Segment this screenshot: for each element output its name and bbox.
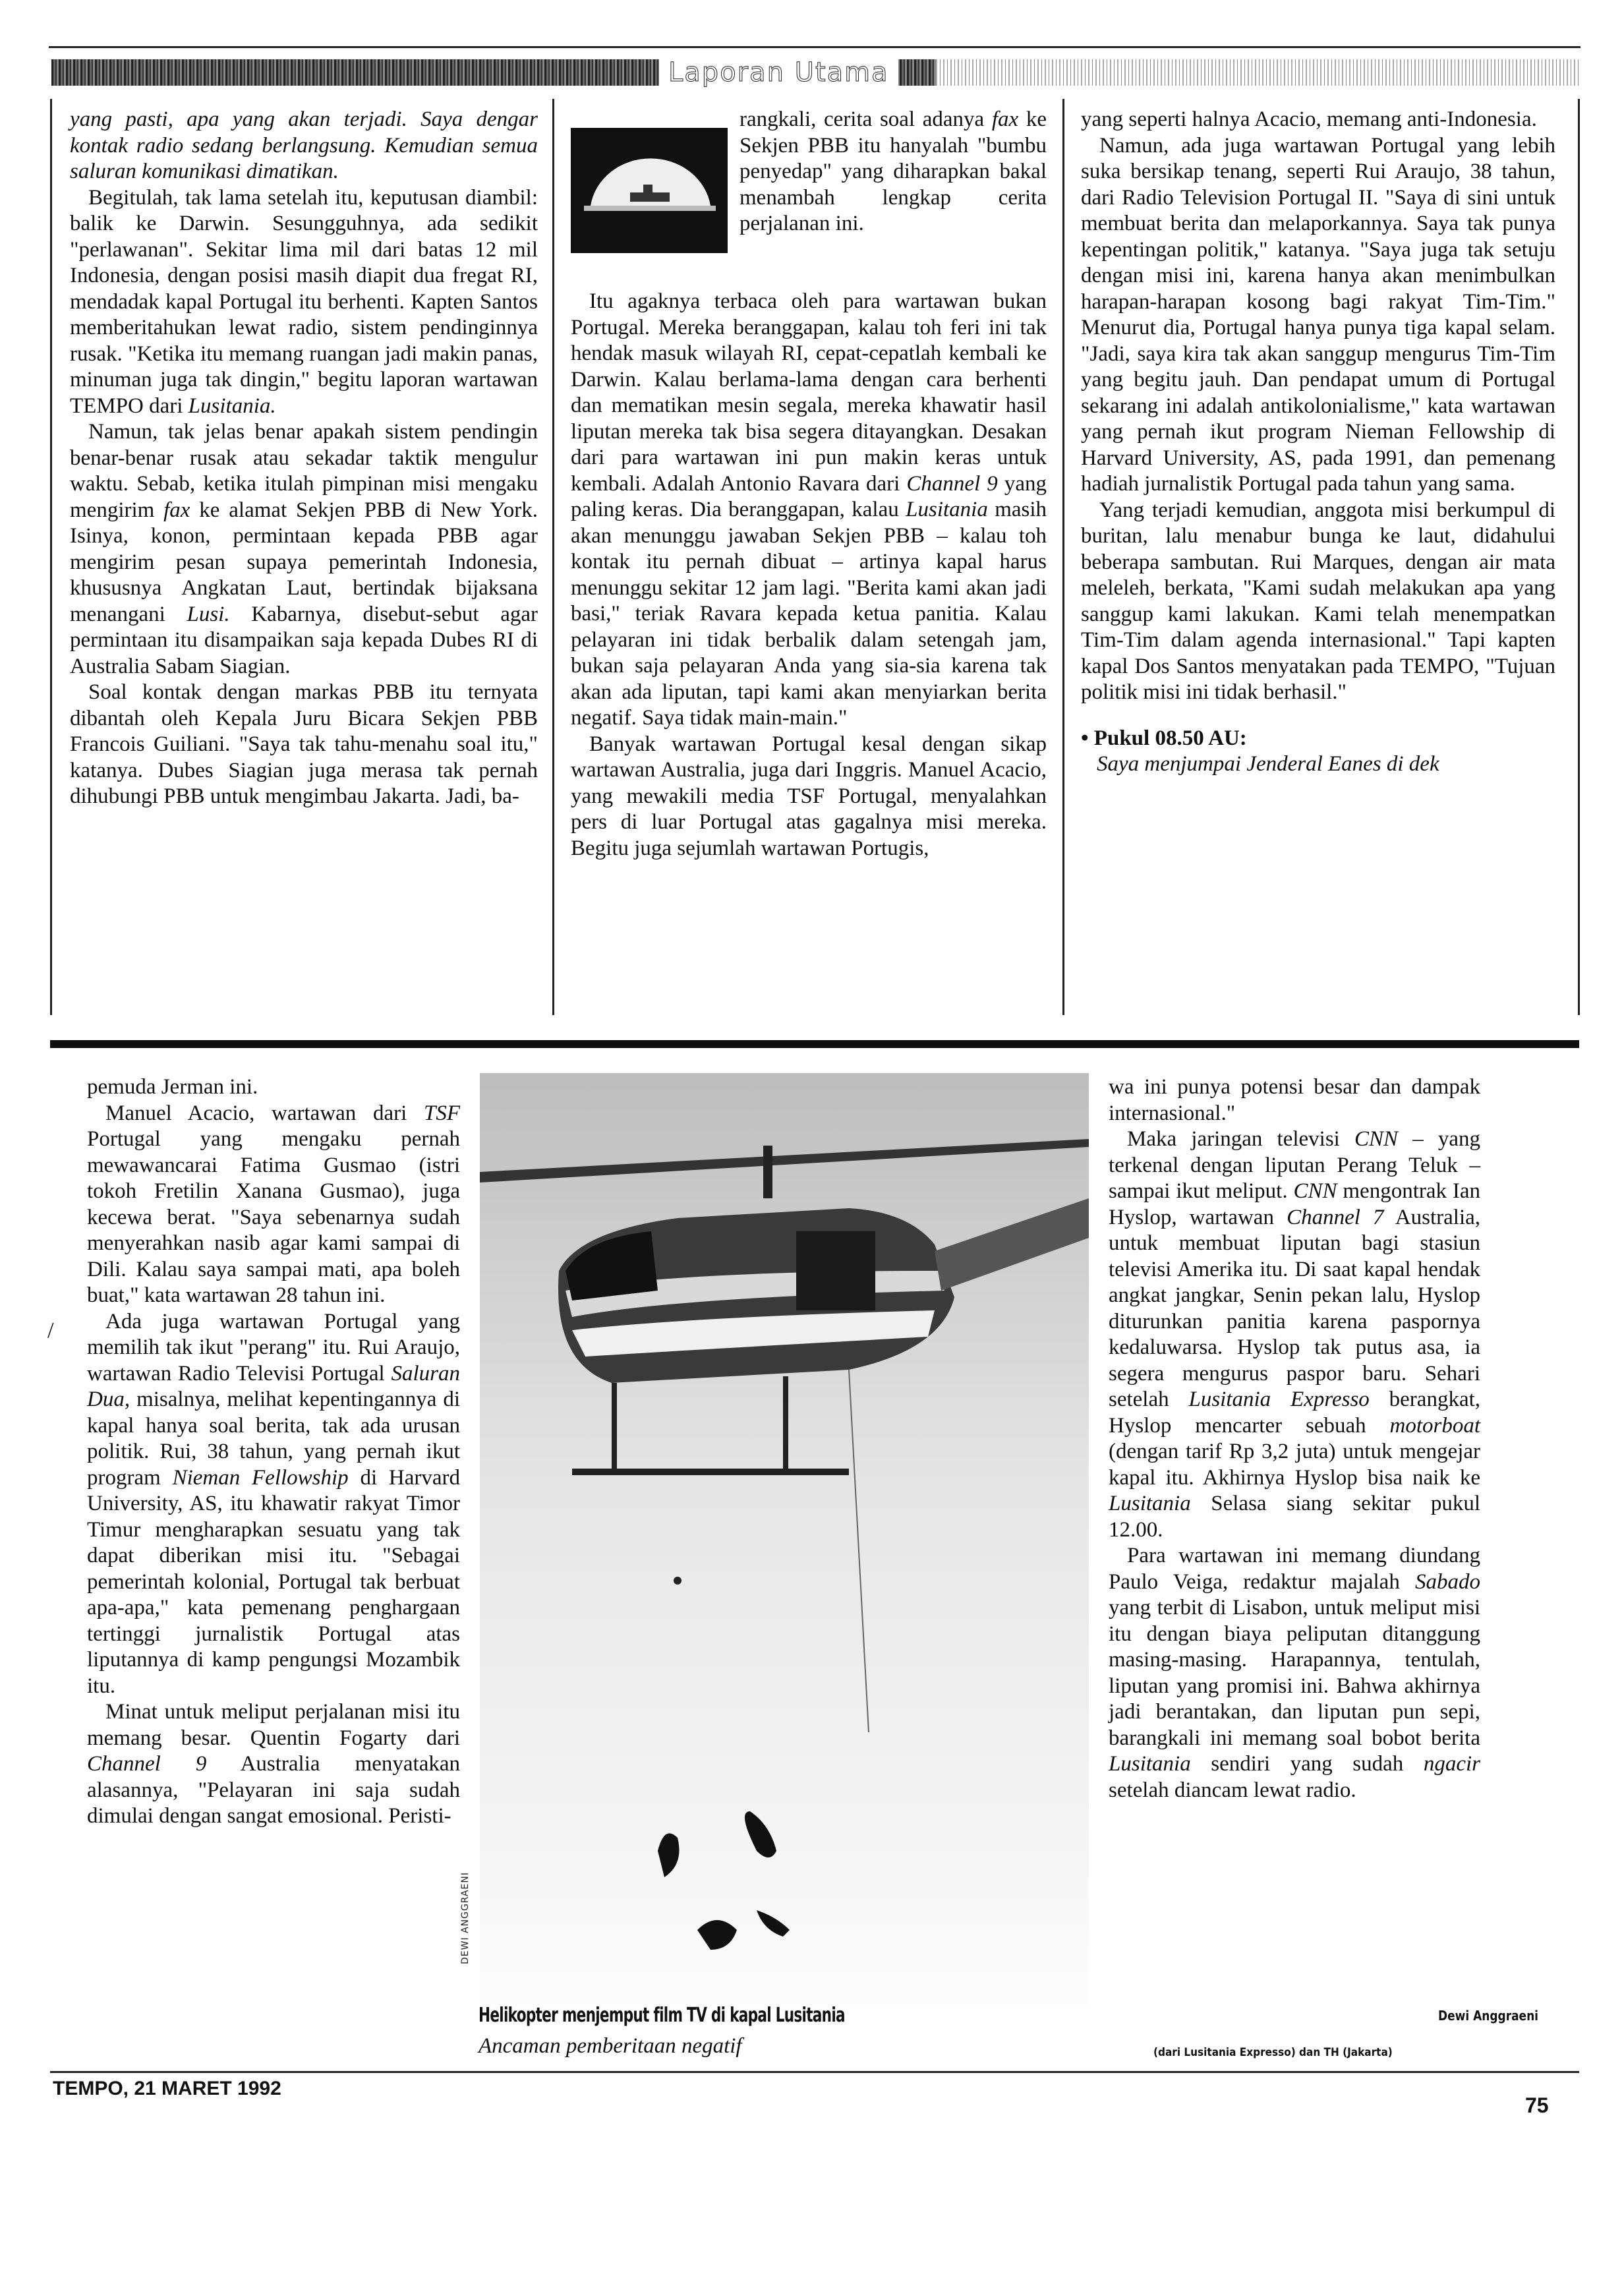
header-strip-right bbox=[936, 59, 1579, 86]
margin-mark: / bbox=[47, 1318, 54, 1343]
paragraph: yang pasti, apa yang akan terjadi. Saya dengar kontak radio sedang berlangsung. Kemudian semua saluran komunikasi dimatikan. bbox=[70, 107, 538, 183]
paragraph: Namun, tak jelas benar apakah sistem pendingin benar-benar rusak atau sekadar taktik mengulur waktu. Sebab, ketika itulah pimpinan misi mengaku mengirim fax ke alamat Sekjen PBB di New York. Isinya, konon, permintaan kepada PBB agar mengirim pesan supaya pemerintah Indonesia, khususnya Angkatan Laut, bertindak bijaksana menangani Lusi. Kabarnya, disebut-sebut agar permintaan itu disampaikan saja kepada Dubes RI di Australia Sabam Siagian. bbox=[70, 420, 538, 678]
subheading: • Pukul 08.50 AU: bbox=[1081, 726, 1247, 750]
paragraph: wa ini punya potensi besar dan dampak internasional." bbox=[1109, 1075, 1480, 1125]
article-column-bottom-1 bbox=[87, 1074, 460, 1830]
author-signature: Dewi Anggraeni bbox=[1438, 2008, 1539, 2024]
source-note: (dari Lusitania Expresso) dan TH (Jakarta) bbox=[1153, 2046, 1393, 2059]
article-column-bottom-3 bbox=[1109, 1074, 1480, 1803]
paragraph: Soal kontak dengan markas PBB itu ternyata dibantah oleh Kepala Juru Bicara Sekjen PBB Francois Guiliani. "Saya tak tahu-menahu soal itu," katanya. Dubes Siagian juga merasa tak pernah dihubungi PBB untuk mengimbau Jakarta. Jadi, ba- bbox=[70, 680, 538, 808]
paragraph: Banyak wartawan Portugal kesal dengan sikap wartawan Australia, juga dari Inggris. Manuel Acacio, yang mewakili media TSF Portugal, menyalahkan pers di luar Portugal atas gagalnya misi mereka. Begitu juga sejumlah wartawan Portugis, bbox=[571, 732, 1047, 860]
ship-thumbnail-photo bbox=[571, 128, 728, 253]
paragraph: Maka jaringan televisi CNN – yang terkenal dengan liputan Perang Teluk – sampai ikut meliput. CNN mengontrak Ian Hyslop, wartawan Channel 7 Australia, untuk membuat liputan bagi stasiun televisi Amerika itu. Di saat kapal hendak angkat jangkar, Senin pekan lalu, Hyslop diturunkan panitia karena paspornya kedaluwarsa. Hyslop tak putus asa, ia segera mengurus paspor baru. Sehari setelah Lusitania Expresso berangkat, Hyslop mencarter sebuah motorboat (dengan tarif Rp 3,2 juta) untuk mengejar kapal itu. Akhirnya Hyslop bisa naik ke Lusitania Selasa siang sekitar pukul 12.00. bbox=[1109, 1127, 1481, 1542]
paragraph: Para wartawan ini memang diundang Paulo Veiga, redaktur majalah Sabado yang terbit di Lisabon, untuk meliput misi itu dengan biaya peliputan ditanggung masing-masing. Harapannya, tentulah, liputan yang promisi ini. Bahwa akhirnya jadi berantakan, dan liputan pun sepi, barangkali ini memang soal bobot berita Lusitania sendiri yang sudah ngacir setelah diancam lewat radio. bbox=[1109, 1544, 1481, 1802]
photo-caption-title: Helikopter menjemput film TV di kapal Lusitania bbox=[478, 2004, 845, 2027]
paragraph: Minat untuk meliput perjalanan misi itu memang besar. Quentin Fogarty dari Channel 9 Australia menyatakan alasannya, "Pelayaran ini saja sudah dimulai dengan sangat emosional. Peristi- bbox=[87, 1700, 460, 1828]
photo-credit: DEWI ANGGRAENI bbox=[460, 1872, 471, 1964]
issue-label: TEMPO, 21 MARET 1992 bbox=[53, 2078, 281, 2099]
page-number: 75 bbox=[1525, 2093, 1549, 2117]
article-column-top-1 bbox=[70, 107, 538, 810]
paragraph: Yang terjadi kemudian, anggota misi berkumpul di buritan, lalu menabur bunga ke laut, didahului beberapa sambutan. Rui Marques, dengan air mata meleleh, berkata, "Kami sudah melakukan apa yang sanggup kami lakukan. Kami telah menempatkan Tim-Tim dalam agenda internasional." Tapi kapten kapal Dos Santos menyatakan pada TEMPO, "Tujuan politik misi ini tidak berhasil." bbox=[1081, 498, 1556, 704]
article-column-top-2 bbox=[740, 107, 1047, 237]
paragraph: Begitulah, tak lama setelah itu, keputusan diambil: balik ke Darwin. Sesungguhnya, ada sedikit "perlawanan". Sekitar lima mil dari batas 12 mil Indonesia, dengan posisi masih diapit dua fregat RI, mendadak kapal Portugal itu berhenti. Kapten Santos memberitahukan lewat radio, sistem pendinginnya rusak. "Ketika itu memang ruangan jadi makin panas, minuman juga tak dingin," begitu laporan wartawan TEMPO dari Lusitania. bbox=[70, 185, 538, 418]
column-rule-top-1 bbox=[552, 99, 554, 1015]
section-rubric: Laporan Utama bbox=[659, 55, 898, 90]
paragraph: rangkali, cerita soal adanya fax ke Sekjen PBB itu hanyalah "bumbu penyedap" yang diharapkan bakal menambah lengkap cerita perjalanan ini. bbox=[740, 107, 1047, 235]
section-divider bbox=[50, 1040, 1579, 1048]
bottom-rule bbox=[50, 2071, 1579, 2073]
page-rule-left bbox=[50, 99, 52, 1015]
paragraph: Namun, ada juga wartawan Portugal yang lebih suka bersikap tenang, seperti Rui Araujo, 38 tahun, dari Radio Television Portugal II. "Saya di sini untuk membuat berita dan melaporkannya. Saya tak punya kepentingan politik," katanya. "Saya juga tak setuju dengan misi ini, karena hanya akan menimbulkan harapan-harapan kosong bagi rakyat Tim-Tim." Menurut dia, Portugal hanya punya tiga kapal selam. "Jadi, saya kira tak akan sanggup mengurus Tim-Tim yang begitu jauh. Dan pendapat umum di Portugal sekarang ini adalah antikolonialisme," kata wartawan yang pernah ikut program Nieman Fellowship di Harvard University, AS, pada 1991, dan pemenang hadiah jurnalistik Portugal pada tahun yang sama. bbox=[1081, 133, 1555, 496]
column-rule-top-2 bbox=[1062, 99, 1064, 1015]
page-rule-right bbox=[1578, 99, 1580, 1015]
paragraph: Manuel Acacio, wartawan dari TSF Portugal yang mengaku pernah mewawancarai Fatima Gusmao (istri tokoh Fretilin Xanana Gusmao), juga kecewa berat. "Saya sebenarnya sudah menyerahkan nasib agar kami sampai di Dili. Kalau saya sampai mati, apa boleh buat," kata wartawan 28 tahun ini. bbox=[87, 1101, 460, 1307]
paragraph: yang seperti halnya Acacio, memang anti-Indonesia. bbox=[1081, 107, 1537, 131]
article-column-top-3 bbox=[1081, 107, 1555, 778]
paragraph: pemuda Jerman ini. bbox=[87, 1075, 258, 1099]
article-column-top-2b bbox=[571, 289, 1047, 862]
paragraph: Itu agaknya terbaca oleh para wartawan bukan Portugal. Mereka beranggapan, kalau toh feri ini tak hendak masuk wilayah RI, cepat-cepatlah kembali ke Darwin. Kalau berlama-lama dengan cara berhenti dan mematikan mesin segala, mereka khawatir hasil liputan mereka tak bisa segera ditayangkan. Desakan dari para wartawan ini pun makin keras untuk kembali. Adalah Antonio Ravara dari Channel 9 yang paling keras. Dia beranggapan, kalau Lusitania masih akan menunggu jawaban Sekjen PBB – kalau toh kontak itu pernah dibuat – artinya kapal harus menunggu sekitar 12 jam lagi. "Berita kami akan jadi basi," teriak Ravara kepada ketua panitia. Kalau pelayaran ini tidak berbalik dalam setengah jam, bukan saja pelayaran Anda yang sia-sia karena tak akan ada liputan, tapi kami akan menyiarkan berita negatif. Saya tidak main-main." bbox=[571, 289, 1047, 730]
helicopter-photo bbox=[480, 1073, 1089, 2005]
paragraph: Ada juga wartawan Portugal yang memilih tak ikut "perang" itu. Rui Araujo, wartawan Radio Televisi Portugal Saluran Dua, misalnya, melihat kepentingannya di kapal hanya soal berita, tak ada urusan politik. Rui, 38 tahun, yang pernah ikut program Nieman Fellowship di Harvard University, AS, itu khawatir rakyat Timor Timur mengharapkan sesuatu yang tak dapat diberikan misi itu. "Sebagai pemerintah kolonial, Portugal tak berbuat apa-apa," kata pemenang penghargaan tertinggi jurnalistik Portugal atas liputannya di kamp pengungsi Mozambik itu. bbox=[87, 1309, 461, 1698]
paragraph: Saya menjumpai Jenderal Eanes di dek bbox=[1097, 752, 1439, 776]
photo-caption-subtitle: Ancaman pemberitaan negatif bbox=[478, 2034, 742, 2058]
